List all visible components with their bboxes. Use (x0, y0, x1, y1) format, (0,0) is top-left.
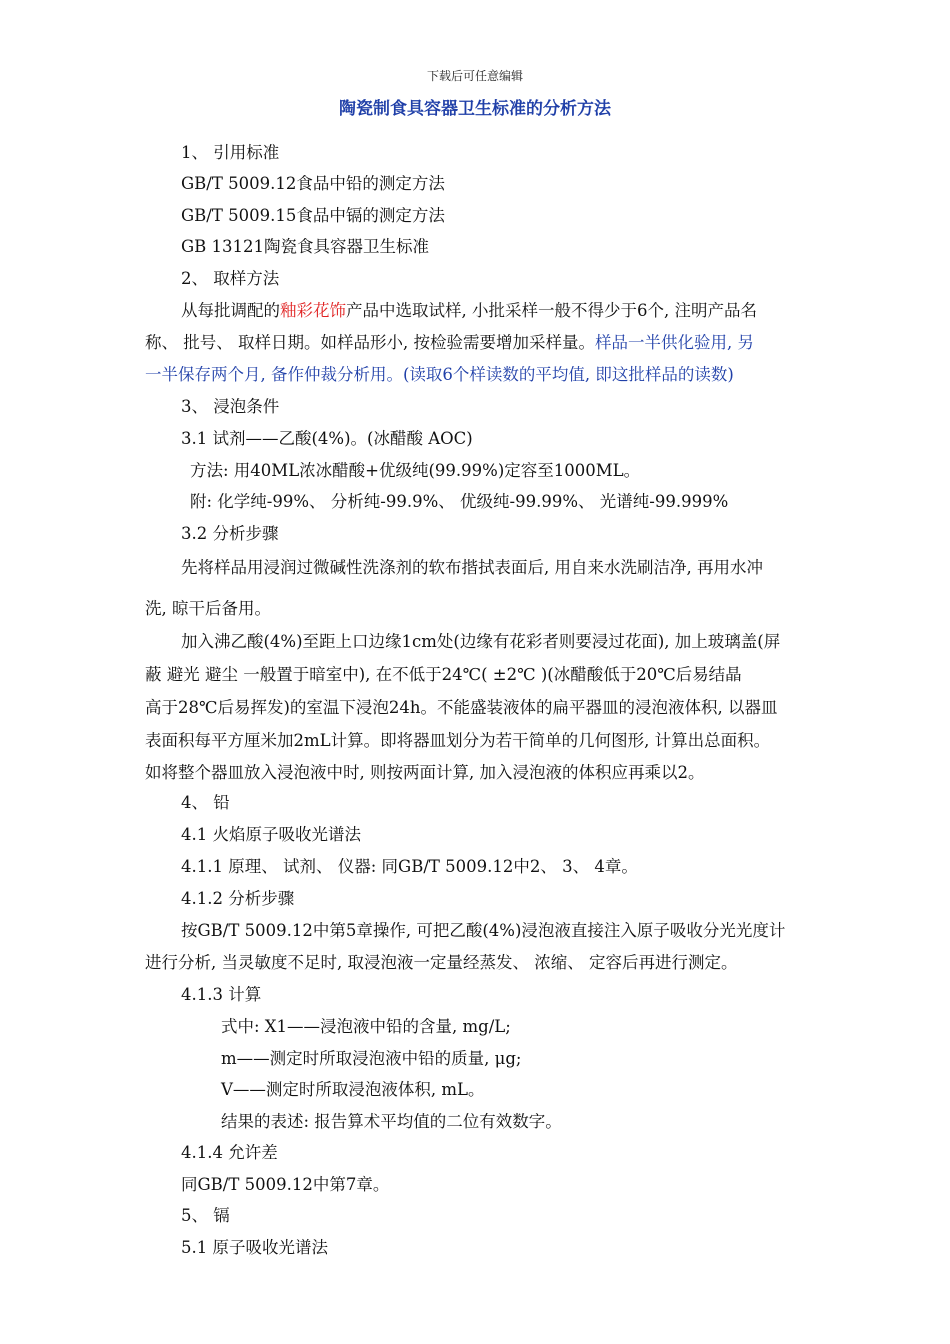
subsection-heading: 3.1 试剂——乙酸(4%)。(冰醋酸 AOC) (181, 429, 473, 448)
method-note: 方法: 用40ML浓冰醋酸+优级纯(99.99%)定容至1000ML。 (190, 461, 641, 480)
text-run: 产品中选取试样, 小批采样一般不得少于6个, 注明产品名 (346, 301, 757, 320)
paragraph-line: 进行分析, 当灵敏度不足时, 取浸泡液一定量经蒸发、 浓缩、 定容后再进行测定。 (145, 953, 738, 972)
section-heading: 5、 镉 (181, 1206, 230, 1225)
subsection-heading: 4.1.2 分析步骤 (181, 889, 295, 908)
section-heading: 3、 浸泡条件 (181, 397, 280, 416)
formula-note: m——测定时所取浸泡液中铅的质量, μg; (221, 1049, 522, 1068)
subsection-heading: 4.1.4 允许差 (181, 1143, 278, 1162)
reference-item: GB/T 5009.12食品中铅的测定方法 (181, 174, 445, 193)
paragraph-line: 蔽 避光 避尘 一般置于暗室中), 在不低于24℃( ±2℃ )(冰醋酸低于20℃后易结晶 (145, 665, 742, 684)
section-heading: 1、 引用标准 (181, 143, 280, 162)
paragraph-line: 加入沸乙酸(4%)至距上口边缘1cm处(边缘有花彩者则要浸过花面), 加上玻璃盖(屏 (181, 632, 781, 651)
formula-note: 式中: X1——浸泡液中铅的含量, mg/L; (221, 1017, 511, 1036)
reference-item: GB/T 5009.15食品中镉的测定方法 (181, 206, 445, 225)
reference-item: GB 13121陶瓷食具容器卫生标准 (181, 237, 430, 256)
paragraph-line: 洗, 晾干后备用。 (145, 599, 271, 618)
paragraph-line-blue: 一半保存两个月, 备作仲裁分析用。(读取6个样读数的平均值, 即这批样品的读数) (145, 365, 734, 384)
text-run: 称、 批号、 取样日期。如样品形小, 按检验需要增加采样量。 (145, 333, 595, 352)
page-header: 下载后可任意编辑 (426, 69, 523, 83)
paragraph-line: 同GB/T 5009.12中第7章。 (181, 1175, 390, 1194)
paragraph-line: 按GB/T 5009.12中第5章操作, 可把乙酸(4%)浸泡液直接注入原子吸收分光光度计 (181, 921, 786, 940)
paragraph-line: 如将整个器皿放入浸泡液中时, 则按两面计算, 加入浸泡液的体积应再乘以2。 (145, 763, 705, 782)
purity-note: 附: 化学纯-99%、 分析纯-99.9%、 优级纯-99.99%、 光谱纯-99.999% (190, 492, 729, 511)
subsection-heading: 3.2 分析步骤 (181, 524, 279, 543)
formula-note: 结果的表述: 报告算术平均值的二位有效数字。 (221, 1112, 562, 1131)
highlight-blue: 样品一半供化验用, 另 (594, 333, 754, 352)
formula-note: V——测定时所取浸泡液体积, mL。 (221, 1080, 485, 1099)
text-run: 从每批调配的 (181, 301, 280, 320)
subsection-heading: 4.1.3 计算 (181, 985, 262, 1004)
paragraph-line (145, 333, 754, 353)
subsection-heading: 4.1.1 原理、 试剂、 仪器: 同GB/T 5009.12中2、 3、 4章。 (181, 857, 638, 876)
paragraph-line: 表面积每平方厘米加2mL计算。即将器皿划分为若干简单的几何图形, 计算出总面积。 (145, 731, 771, 750)
subsection-heading: 4.1 火焰原子吸收光谱法 (181, 825, 361, 844)
highlight-red: 釉彩花饰 (280, 301, 346, 320)
document-title: 陶瓷制食具容器卫生标准的分析方法 (339, 99, 611, 119)
section-heading: 2、 取样方法 (181, 269, 280, 288)
paragraph-line (181, 301, 757, 321)
paragraph-line: 高于28℃后易挥发)的室温下浸泡24h。不能盛装液体的扁平器皿的浸泡液体积, 以器皿 (145, 698, 778, 717)
section-heading: 4、 铅 (181, 793, 230, 812)
subsection-heading: 5.1 原子吸收光谱法 (181, 1238, 328, 1257)
paragraph-line: 先将样品用浸润过微碱性洗涤剂的软布揩拭表面后, 用自来水洗刷洁净, 再用水冲 (181, 558, 763, 577)
